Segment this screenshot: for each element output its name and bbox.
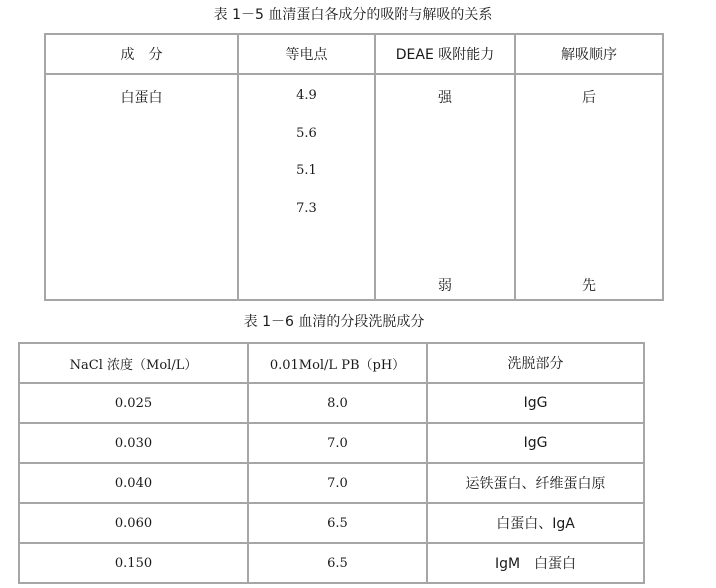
table2-caption: 表 1－6 血清的分段洗脱成分 xyxy=(243,314,425,330)
fraction-cell: IgG xyxy=(427,423,644,463)
table-row xyxy=(19,423,644,463)
component-cell xyxy=(45,74,238,300)
isoelectric-point-value: 5.6 xyxy=(296,126,317,141)
table-row xyxy=(19,383,644,423)
isoelectric-point-value: 7.3 xyxy=(296,201,317,216)
header-nacl-concentration: NaCl 浓度（Mol/L） xyxy=(19,343,248,383)
nacl-cell: 0.040 xyxy=(19,463,248,503)
fraction-cell: IgG xyxy=(427,383,644,423)
isoelectric-point-cell xyxy=(238,74,375,300)
ph-cell: 7.0 xyxy=(248,463,427,503)
header-component: 成 分 xyxy=(45,34,238,74)
ph-cell: 8.0 xyxy=(248,383,427,423)
table-header-row xyxy=(19,343,644,383)
desorption-first: 先 xyxy=(582,278,596,294)
serum-adsorption-table xyxy=(44,33,664,301)
ph-cell: 7.0 xyxy=(248,423,427,463)
nacl-cell: 0.060 xyxy=(19,503,248,543)
isoelectric-point-value: 4.9 xyxy=(296,88,317,103)
table-header-row xyxy=(45,34,663,74)
header-desorption-order: 解吸顺序 xyxy=(515,34,663,74)
isoelectric-point-value: 5.1 xyxy=(296,163,317,178)
nacl-cell: 0.025 xyxy=(19,383,248,423)
nacl-cell: 0.150 xyxy=(19,543,248,583)
table1-caption: 表 1－5 血清蛋白各成分的吸附与解吸的关系 xyxy=(213,7,493,23)
header-pb-ph: 0.01Mol/L PB（pH） xyxy=(248,343,427,383)
desorption-cell xyxy=(515,74,663,300)
table-row xyxy=(19,503,644,543)
fraction-cell: IgM 白蛋白 xyxy=(427,543,644,583)
component-name: 白蛋白 xyxy=(120,90,163,106)
nacl-cell: 0.030 xyxy=(19,423,248,463)
header-isoelectric-point: 等电点 xyxy=(238,34,375,74)
header-deae-adsorption: DEAE 吸附能力 xyxy=(375,34,515,74)
header-eluted-fraction: 洗脱部分 xyxy=(427,343,644,383)
table-row xyxy=(19,543,644,583)
table-row xyxy=(19,463,644,503)
fraction-cell: 白蛋白、IgA xyxy=(427,503,644,543)
fraction-cell: 运铁蛋白、纤维蛋白原 xyxy=(427,463,644,503)
serum-elution-table xyxy=(18,342,645,584)
table-row xyxy=(45,74,663,300)
adsorption-cell xyxy=(375,74,515,300)
desorption-last: 后 xyxy=(582,90,596,106)
adsorption-strong: 强 xyxy=(438,90,452,106)
ph-cell: 6.5 xyxy=(248,543,427,583)
adsorption-weak: 弱 xyxy=(438,278,452,294)
ph-cell: 6.5 xyxy=(248,503,427,543)
